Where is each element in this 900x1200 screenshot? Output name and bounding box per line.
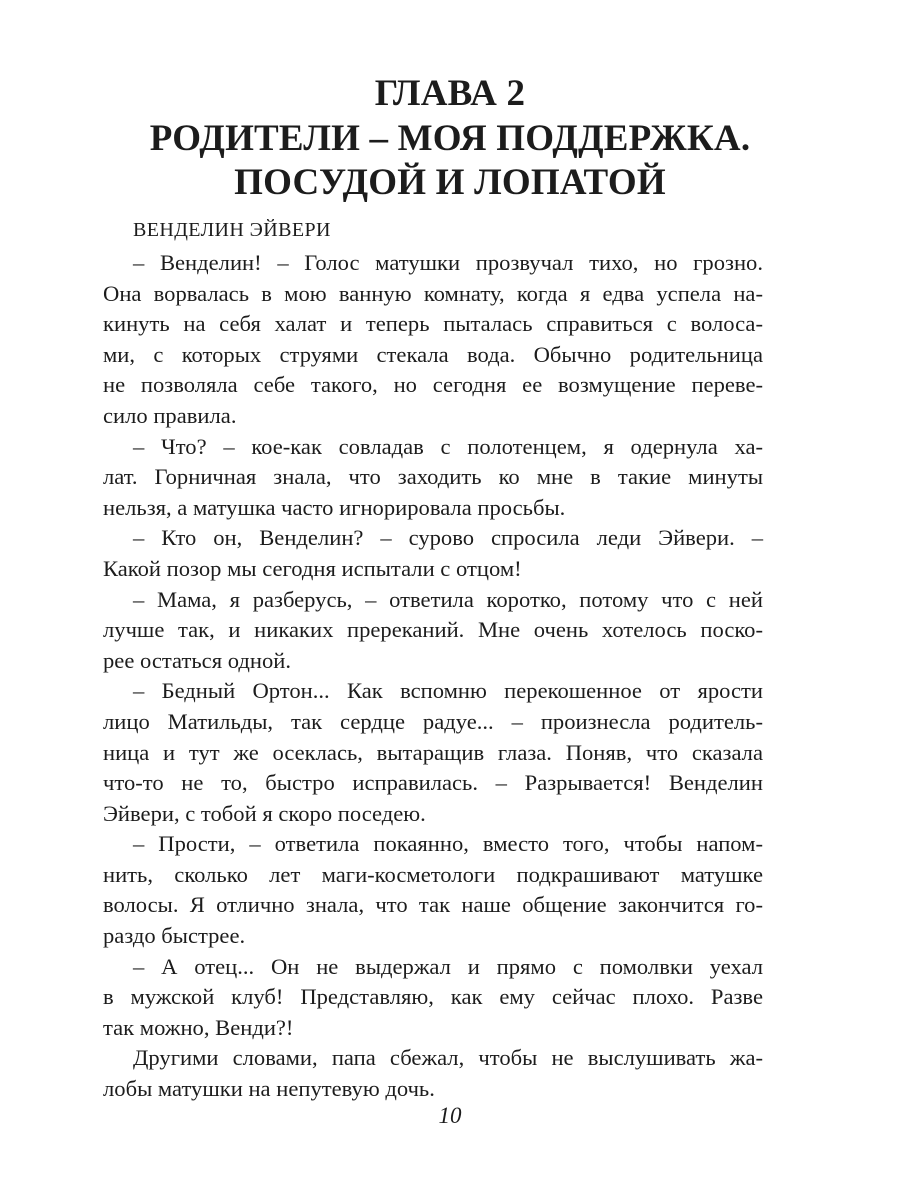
text-line: – Мама, я разберусь, – ответила коротко, потому что с ней [133, 586, 763, 612]
body-text [103, 248, 763, 1105]
text-line: Какой позор мы сегодня испытали с отцом! [103, 555, 522, 581]
text-line: – Кто он, Венделин? – сурово спросила леди Эйвери. – [133, 525, 763, 551]
text-line: лобы матушки на непутевую дочь. [103, 1076, 435, 1102]
text-line: раздо быстрее. [103, 923, 246, 949]
text-line: ми, с которых струями стекала вода. Обычно родительница [103, 341, 763, 367]
text-line: нельзя, а матушка часто игнорировала просьбы. [103, 494, 566, 520]
text-line: не позволяла себе такого, но сегодня ее возмущение переве- [103, 372, 763, 398]
text-line: – Прости, – ответила покаянно, вместо того, чтобы напом- [133, 831, 763, 857]
pov-character-name: ВЕНДЕЛИН ЭЙВЕРИ [133, 219, 331, 241]
text-line: – Бедный Ортон... Как вспомню перекошенное от ярости [133, 678, 763, 704]
text-line: что-то не то, быстро исправилась. – Разрывается! Венделин [103, 770, 763, 796]
chapter-title-line-1: РОДИТЕЛИ – МОЯ ПОДДЕРЖКА. [149, 118, 751, 159]
text-line: в мужской клуб! Представляю, как ему сейчас плохо. Разве [103, 984, 763, 1010]
text-line: лат. Горничная знала, что заходить ко мне в такие минуты [103, 464, 763, 490]
text-line: нить, сколько лет маги-косметологи подкрашивают матушке [103, 861, 763, 887]
chapter-number: ГЛАВА 2 [374, 73, 526, 114]
text-line: сило правила. [103, 402, 237, 428]
text-line: Эйвери, с тобой я скоро поседею. [103, 800, 426, 826]
text-line: ница и тут же осеклась, вытаращив глаза. Поняв, что сказала [103, 739, 763, 765]
text-line: кинуть на себя халат и теперь пыталась справиться с волоса- [103, 311, 763, 337]
page-number: 10 [438, 1103, 462, 1128]
text-line: рее остаться одной. [103, 647, 291, 673]
text-line: – А отец... Он не выдержал и прямо с помолвки уехал [133, 953, 763, 979]
text-line: лучше так, и никаких пререканий. Мне очень хотелось поско- [103, 617, 763, 643]
text-line: – Венделин! – Голос матушки прозвучал тихо, но грозно. [133, 250, 763, 275]
chapter-title-line-2: ПОСУДОЙ И ЛОПАТОЙ [234, 162, 666, 203]
text-line: Она ворвалась в мою ванную комнату, когда я едва успела на- [103, 280, 763, 306]
text-line: Другими словами, папа сбежал, чтобы не выслушивать жа- [133, 1045, 763, 1071]
text-line: лицо Матильды, так сердце радуе... – произнесла родитель- [103, 708, 763, 734]
text-line: волосы. Я отлично знала, что так наше общение закончится го- [103, 892, 763, 918]
text-line: так можно, Венди?! [103, 1014, 294, 1040]
text-line: – Что? – кое-как совладав с полотенцем, я одернула ха- [133, 433, 763, 459]
